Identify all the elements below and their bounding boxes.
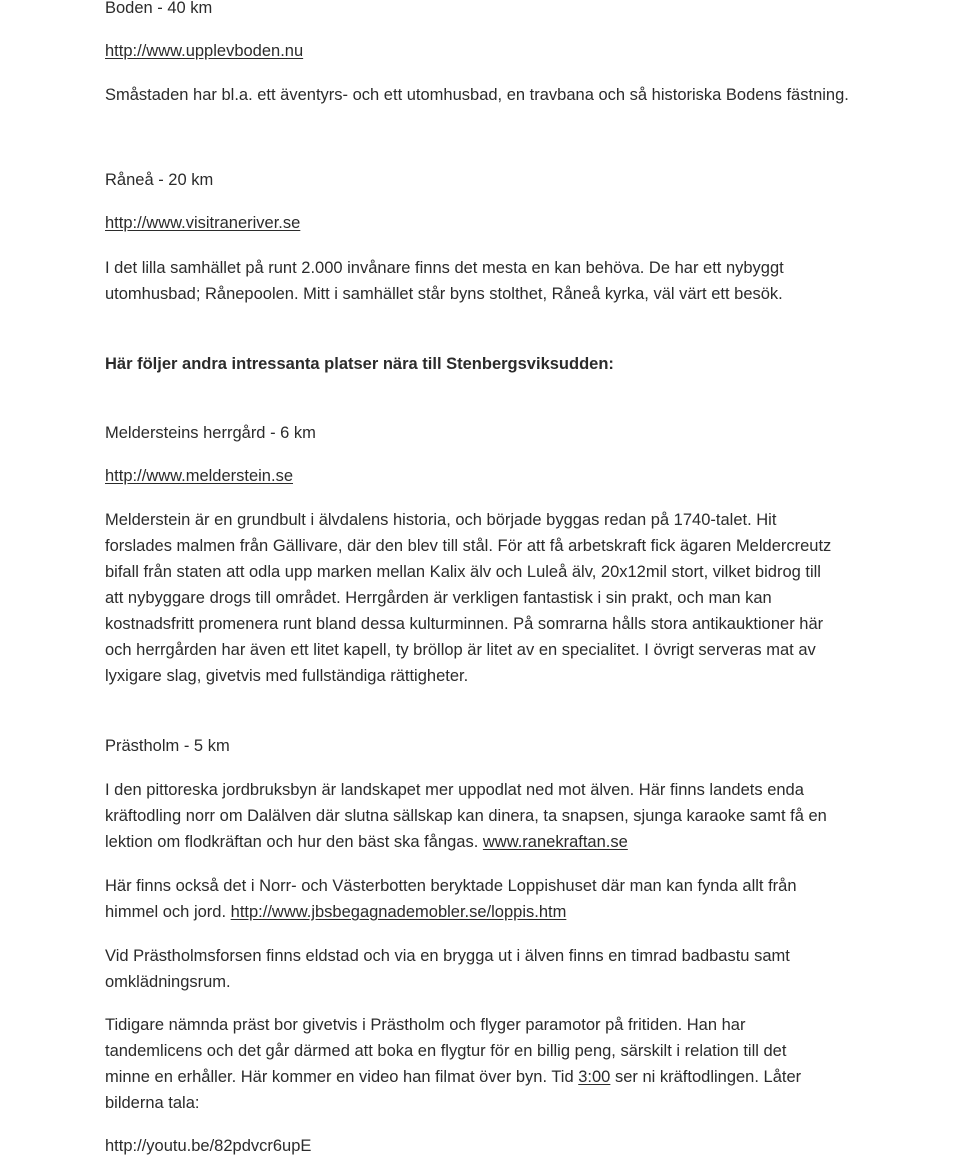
meldersteins-section [105,420,885,446]
ranea-description-line: I det lilla samhället på runt 2.000 invånare finns det mesta en kan behöva. De har ett nybyggt [105,259,784,277]
prastholm-p4-line: tandemlicens och det går därmed att boka en flygtur för en billig peng, särskilt i relation till det [105,1042,787,1060]
prastholm-p2-line: Här finns också det i Norr- och Västerbotten beryktade Loppishuset där man kan fynda allt från [105,877,797,895]
prastholm-paragraph-4 [105,1012,885,1116]
boden-heading: Boden - 40 km [105,0,213,17]
meldersteins-description-line: och herrgården har även ett litet kapell, ty bröllop är litet av en specialitet. I övrigt serveras mat av [105,641,816,659]
prastholm-section [105,733,885,759]
meldersteins-description [105,507,885,689]
prastholm-p1-line: kräftodling norr om Dalälven där slutna sällskap kan dinera, ta snapsen, sjunga karaoke samt få en [105,807,827,825]
prastholm-heading: Prästholm - 5 km [105,737,230,755]
meldersteins-description-line: kostnadsfritt promenera runt bland dessa kulturminnen. På somrarna hålls stora antikauktioner här [105,615,824,633]
prastholm-p4-line-3 [105,1064,885,1090]
meldersteins-url-block [105,463,885,489]
prastholm-p2-last-line [105,899,885,925]
meldersteins-link[interactable]: http://www.melderstein.se [105,467,293,485]
video-url-block [105,1133,885,1159]
ranea-link[interactable]: http://www.visitraneriver.se [105,214,301,232]
prastholm-paragraph-3 [105,943,885,995]
prastholm-p4-post: ser ni kräftodlingen. Låter [610,1068,802,1086]
boden-link[interactable]: http://www.upplevboden.nu [105,42,304,60]
meldersteins-description-line: forslades malmen från Gällivare, där den blev till stål. För att få arbetskraft fick ägaren Meldercreutz [105,537,832,555]
ranea-url-block [105,210,885,236]
video-timestamp-link[interactable]: 3:00 [578,1068,611,1086]
ranea-description [105,255,885,307]
meldersteins-description-line: Melderstein är en grundbult i älvdalens historia, och började byggas redan på 1740-talet. Hit [105,511,777,529]
prastholm-p2-last-text: himmel och jord. [105,903,231,921]
prastholm-p1-last-line [105,829,885,855]
prastholm-p3-line: omklädningsrum. [105,973,231,991]
ranea-section [105,167,885,193]
prastholm-paragraph-2 [105,873,885,925]
boden-description [105,82,885,108]
meldersteins-description-line: att nybyggare drogs till området. Herrgården är verkligen fantastisk i sin prakt, och man kan [105,589,772,607]
meldersteins-heading: Meldersteins herrgård - 6 km [105,424,316,442]
section-heading: Här följer andra intressanta platser nära till Stenbergsviksudden: [105,355,614,373]
boden-url-block [105,38,885,64]
prastholm-p1-last-text: lektion om flodkräftan och hur den bäst ska fångas. [105,833,483,851]
prastholm-p4-line: Tidigare nämnda präst bor givetvis i Prästholm och flyger paramotor på fritiden. Han har [105,1016,746,1034]
prastholm-paragraph-1 [105,777,885,855]
video-link[interactable]: http://youtu.be/82pdvcr6upE [105,1137,312,1155]
ranea-description-line: utomhusbad; Rånepoolen. Mitt i samhället står byns stolthet, Råneå kyrka, väl värt ett besök. [105,285,783,303]
prastholm-p4-line: bilderna tala: [105,1094,200,1112]
boden-section [105,0,885,21]
prastholm-p1-line: I den pittoreska jordbruksbyn är landskapet mer uppodlat ned mot älven. Här finns landets enda [105,781,804,799]
loppis-link[interactable]: http://www.jbsbegagnademobler.se/loppis.htm [230,903,567,921]
ranekraftan-link[interactable]: www.ranekraftan.se [482,833,628,851]
prastholm-p3-line: Vid Prästholmsforsen finns eldstad och via en brygga ut i älven finns en timrad badbastu samt [105,947,790,965]
section-heading-block [105,351,885,377]
meldersteins-description-line: lyxigare slag, givetvis med fullständiga rättigheter. [105,667,469,685]
ranea-heading: Råneå - 20 km [105,171,214,189]
meldersteins-description-line: bifall från staten att odla upp marken mellan Kalix älv och Luleå älv, 20x12mil stort, vilket bidrog till [105,563,821,581]
prastholm-p4-pre: minne en erhåller. Här kommer en video han filmat över byn. Tid [105,1068,579,1086]
boden-description-text: Småstaden har bl.a. ett äventyrs- och ett utomhusbad, en travbana och så historiska Bodens fästning. [105,86,849,104]
